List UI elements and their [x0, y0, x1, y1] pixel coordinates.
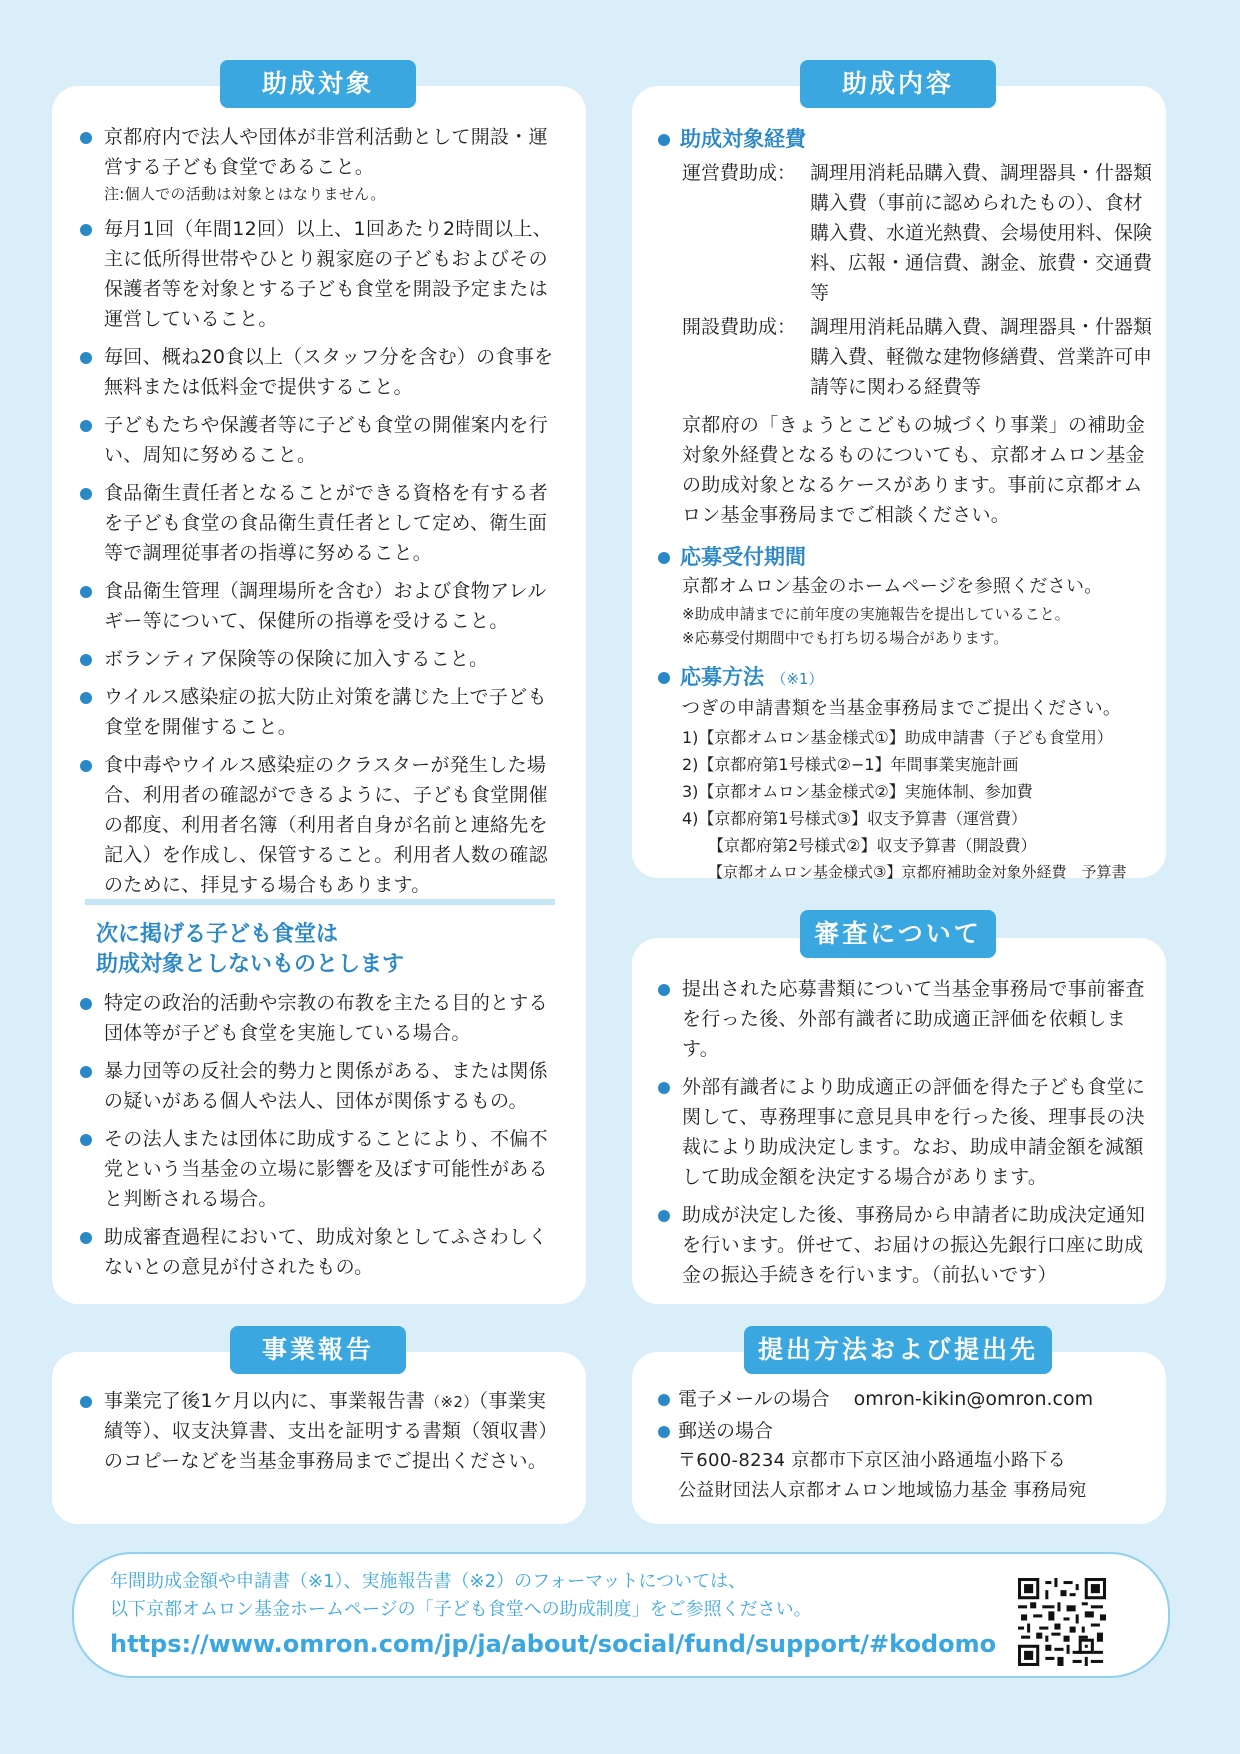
document-item: 【京都オムロン基金様式③】京都府補助金対象外経費 予算書 [708, 863, 1127, 881]
section-divider [85, 899, 555, 905]
exclusions-title-line2: 助成対象としないものとします [96, 952, 405, 977]
review-title: 審査について [800, 910, 996, 958]
eligibility-note: 注:個人での活動は対象とはなりません。 [104, 185, 386, 203]
expenses-note: 京都府の「きょうとこどもの城づくり事業」の補助金対象外経費となるものについても、京都オムロン基金の助成対象となるケースがあります。事前に京都オムロン基金事務局までご相談ください。 [682, 414, 1146, 526]
eligibility-item: ボランティア保険等の保険に加入すること。 [78, 644, 558, 674]
setup-expenses [682, 312, 1156, 402]
eligibility-item: 食品衛生管理（調理場所を含む）および食物アレルギー等について、保健所の指導を受けること。 [78, 576, 558, 636]
mail-label: 郵送の場合 [656, 1416, 1156, 1446]
exclusion-item: その法人または団体に助成することにより、不偏不党という当基金の立場に影響を及ぼす可能性があると判断される場合。 [78, 1124, 558, 1214]
eligibility-item: 京都府内で法人や団体が非営利活動として開設・運営する子ども食堂であること。 注:個人での活動は対象とはなりません。 [78, 122, 558, 206]
operating-label: 運営費助成： [682, 162, 797, 184]
eligibility-item: 毎回、概ね20食以上（スタッフ分を含む）の食事を無料または低料金で提供すること。 [78, 342, 558, 402]
report-mark: （※2） [425, 1393, 479, 1411]
report-item: 事業完了後1ケ月以内に、事業報告書（※2）（事業実績等）、収支決算書、支出を証明する書類（領収書）のコピーなどを当基金事務局までご提出ください。 [78, 1386, 558, 1476]
email-row [656, 1384, 1156, 1414]
eligibility-item: 子どもたちや保護者等に子ども食堂の開催案内を行い、周知に努めること。 [78, 410, 558, 470]
email-label: 電子メールの場合 [678, 1388, 830, 1410]
method-heading: 応募方法 （※1） [656, 662, 1156, 694]
exclusion-item: 特定の政治的活動や宗教の布教を主たる目的とする団体等が子ども食堂を実施している場合。 [78, 988, 558, 1048]
eligibility-item: 毎月1回（年間12回）以上、1回あたり2時間以上、主に低所得世帯やひとり親家庭の子どもおよびその保護者等を対象とする子ども食堂を開設予定または運営していること。 [78, 214, 558, 334]
review-item: 提出された応募書類について当基金事務局で事前審査を行った後、外部有識者に助成適正評価を依頼します。 [656, 974, 1146, 1064]
eligibility-title: 助成対象 [220, 60, 416, 108]
documents-list [682, 724, 1156, 886]
footer-line2: 以下京都オムロン基金ホームページの「子ども食堂への助成制度」をご参照ください。 [110, 1599, 812, 1620]
eligibility-item: 食品衛生責任者となることができる資格を有する者を子ども食堂の食品衛生責任者として定め、衛生面等で調理従事者の指導に努めること。 [78, 478, 558, 568]
review-item: 外部有識者により助成適正の評価を得た子ども食堂に関して、専務理事に意見具申を行った後、理事長の決裁により助成決定します。なお、助成申請金額を減額して助成金額を決定する場合があります。 [656, 1072, 1146, 1192]
document-item: 【京都府第2号様式②】収支予算書（開設費） [708, 836, 1037, 855]
review-list [656, 974, 1146, 1298]
period-note: ※助成申請までに前年度の実施報告を提出していること。 [682, 605, 1070, 623]
setup-label: 開設費助成： [682, 316, 797, 338]
period-heading: 応募受付期間 [656, 542, 1156, 572]
qr-code-icon[interactable] [1018, 1578, 1106, 1666]
grant-content-body [656, 124, 1156, 886]
mail-address: 〒600-8234 京都市下京区油小路通塩小路下る [678, 1450, 1066, 1471]
exclusions-heading [96, 920, 566, 980]
setup-text: 調理用消耗品購入費、調理器具・什器類購入費、軽微な建物修繕費、営業許可申請等に関わる経費等 [810, 316, 1153, 398]
grant-content-title: 助成内容 [800, 60, 996, 108]
document-item: 4)【京都府第1号様式③】収支予算書（運営費） [682, 809, 1027, 828]
exclusions-list [78, 988, 558, 1290]
method-mark: （※1） [771, 670, 824, 688]
footer-url[interactable]: https://www.omron.com/jp/ja/about/social/fund/support/#kodomo [110, 1630, 997, 1658]
eligibility-list [78, 122, 558, 908]
period-note: ※応募受付期間中でも打ち切る場合があります。 [682, 629, 1009, 647]
document-item: 2)【京都府第1号様式②−1】年間事業実施計画 [682, 755, 1019, 774]
operating-expenses [682, 158, 1156, 308]
report-title: 事業報告 [230, 1326, 406, 1374]
document-item: 3)【京都オムロン基金様式②】実施体制、参加費 [682, 782, 1033, 801]
document-item: 1)【京都オムロン基金様式①】助成申請書（子ども食堂用） [682, 728, 1113, 747]
email-address[interactable]: omron-kikin@omron.com [853, 1388, 1094, 1410]
exclusion-item: 助成審査過程において、助成対象としてふさわしくないとの意見が付されたもの。 [78, 1222, 558, 1282]
review-item: 助成が決定した後、事務局から申請者に助成決定通知を行います。併せて、お届けの振込先銀行口座に助成金の振込手続きを行います。（前払いです） [656, 1200, 1146, 1290]
submission-title: 提出方法および提出先 [744, 1326, 1052, 1374]
eligibility-item: 食中毒やウイルス感染症のクラスターが発生した場合、利用者の確認ができるように、子ども食堂開催の都度、利用者名簿（利用者自身が名前と連絡先を記入）を作成し、保管すること。利用者人数の確認のために、拝見する場合もあります。 [78, 750, 558, 900]
period-text: 京都オムロン基金のホームページを参照ください。 [682, 576, 1103, 597]
exclusions-title-line1: 次に掲げる子ども食堂は [96, 922, 339, 947]
operating-text: 調理用消耗品購入費、調理器具・什器類購入費（事前に認められたもの）、食材購入費、水道光熱費、会場使用料、保険料、広報・通信費、謝金、旅費・交通費等 [810, 162, 1153, 304]
footer-text [110, 1568, 1000, 1662]
exclusion-item: 暴力団等の反社会的勢力と関係がある、または関係の疑いがある個人や法人、団体が関係するもの。 [78, 1056, 558, 1116]
method-text: つぎの申請書類を当基金事務局までご提出ください。 [682, 698, 1122, 719]
eligibility-item: ウイルス感染症の拡大防止対策を講じた上で子ども食堂を開催すること。 [78, 682, 558, 742]
expenses-heading: 助成対象経費 [656, 124, 1156, 154]
footer-line1: 年間助成金額や申請書（※1）、実施報告書（※2）のフォーマットについては、 [110, 1571, 747, 1592]
report-list [78, 1386, 558, 1484]
mail-recipient: 公益財団法人京都オムロン地域協力基金 事務局宛 [678, 1480, 1087, 1501]
submission-body [656, 1384, 1156, 1506]
